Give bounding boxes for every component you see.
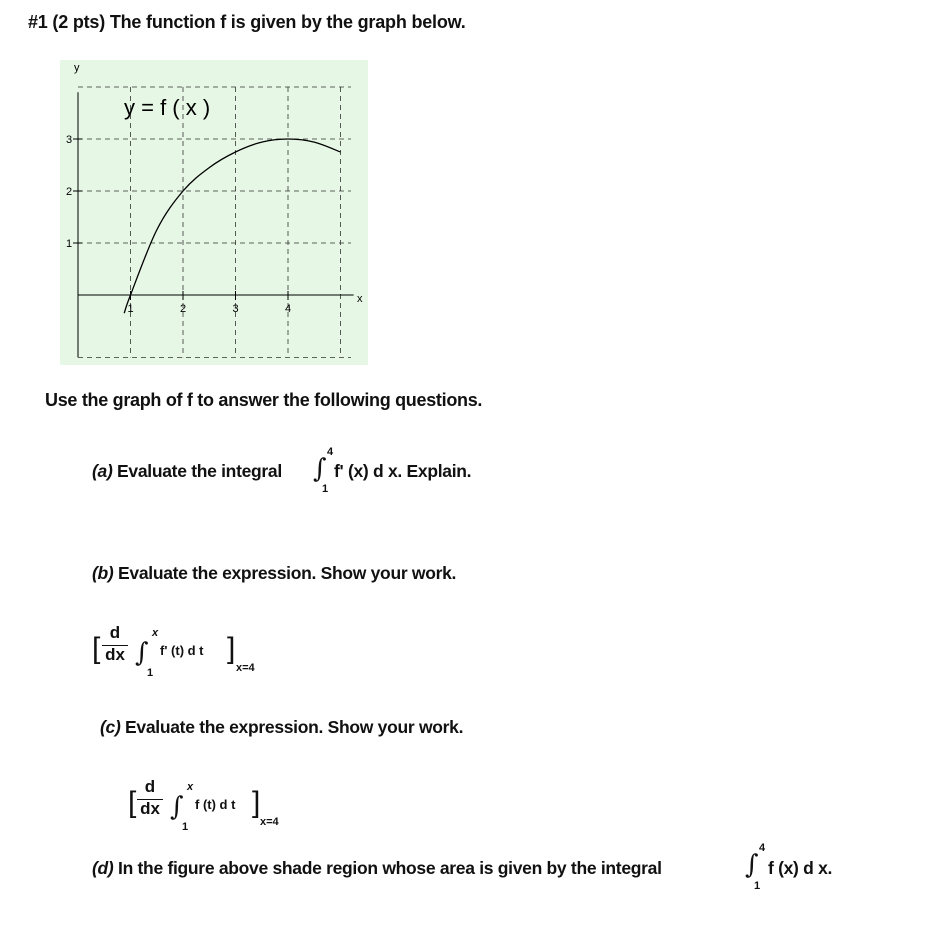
integrand-d <box>768 858 832 879</box>
eval-point-b: x=4 <box>236 662 255 674</box>
lower-limit-b: 1 <box>147 667 154 679</box>
question-c-text: Evaluate the expression. Show your work. <box>120 717 464 737</box>
integrand-c: f (t) d t <box>195 797 236 812</box>
derivative-b <box>102 624 128 664</box>
x-tick-label: 1 <box>127 303 134 315</box>
y-tick-label: 3 <box>66 134 73 146</box>
integrand-d-text: f (x) d x <box>768 858 828 878</box>
question-b-label: (b) <box>92 563 114 583</box>
derivative-b-dx: dx <box>105 645 125 664</box>
left-bracket-b: [ <box>92 632 101 665</box>
lower-limit-a: 1 <box>322 483 329 495</box>
graph-background <box>60 60 368 365</box>
right-bracket-c: ] <box>252 786 261 819</box>
question-b <box>92 563 456 584</box>
upper-limit-a: 4 <box>327 446 334 458</box>
question-d-end: . <box>827 858 833 878</box>
question-a-explain: . Explain. <box>397 461 472 481</box>
question-c-label: (c) <box>100 717 121 737</box>
question-a-text: Evaluate the integral <box>112 461 282 481</box>
y-tick-label: 2 <box>66 186 73 198</box>
x-tick-label: 2 <box>180 303 187 315</box>
integrand-a-text: f' (x) d x <box>334 461 398 481</box>
derivative-c-dx: dx <box>140 799 160 818</box>
question-c <box>100 717 463 738</box>
instructions: Use the graph of f to answer the following questions. <box>45 390 483 410</box>
integral-sign-d: ∫ <box>745 850 759 880</box>
integral-sign-b: ∫ <box>135 638 149 668</box>
problem-title: #1 (2 pts) The function f is given by the graph below. <box>28 12 466 32</box>
question-d <box>92 858 662 879</box>
graph-figure <box>60 55 370 367</box>
upper-limit-c: x <box>187 781 194 793</box>
lower-limit-c: 1 <box>182 821 189 833</box>
integral-sign-a: ∫ <box>313 454 327 484</box>
upper-limit-d: 4 <box>759 842 766 854</box>
question-d-text: In the figure above shade region whose area is given by the integral <box>113 858 662 878</box>
x-axis-label: x <box>357 293 363 305</box>
integral-sign-c: ∫ <box>170 792 184 822</box>
y-axis-label: y <box>74 62 80 74</box>
x-tick-label: 3 <box>232 303 239 315</box>
curve-label: y = f ( x ) <box>124 95 211 120</box>
right-bracket-b: ] <box>227 632 236 665</box>
upper-limit-b: x <box>152 627 159 639</box>
derivative-b-d: d <box>109 623 121 642</box>
y-tick-label: 1 <box>66 238 73 250</box>
derivative-c <box>137 778 163 818</box>
question-a-label: (a) <box>92 461 113 481</box>
question-a <box>92 461 282 482</box>
integrand-b: f' (t) d t <box>160 643 204 658</box>
derivative-c-d: d <box>144 777 156 796</box>
x-tick-label: 4 <box>285 303 292 315</box>
question-d-label: (d) <box>92 858 114 878</box>
lower-limit-d: 1 <box>754 880 761 892</box>
question-b-text: Evaluate the expression. Show your work. <box>113 563 457 583</box>
eval-point-c: x=4 <box>260 816 279 828</box>
integrand-a <box>334 461 471 482</box>
left-bracket-c: [ <box>128 786 137 819</box>
